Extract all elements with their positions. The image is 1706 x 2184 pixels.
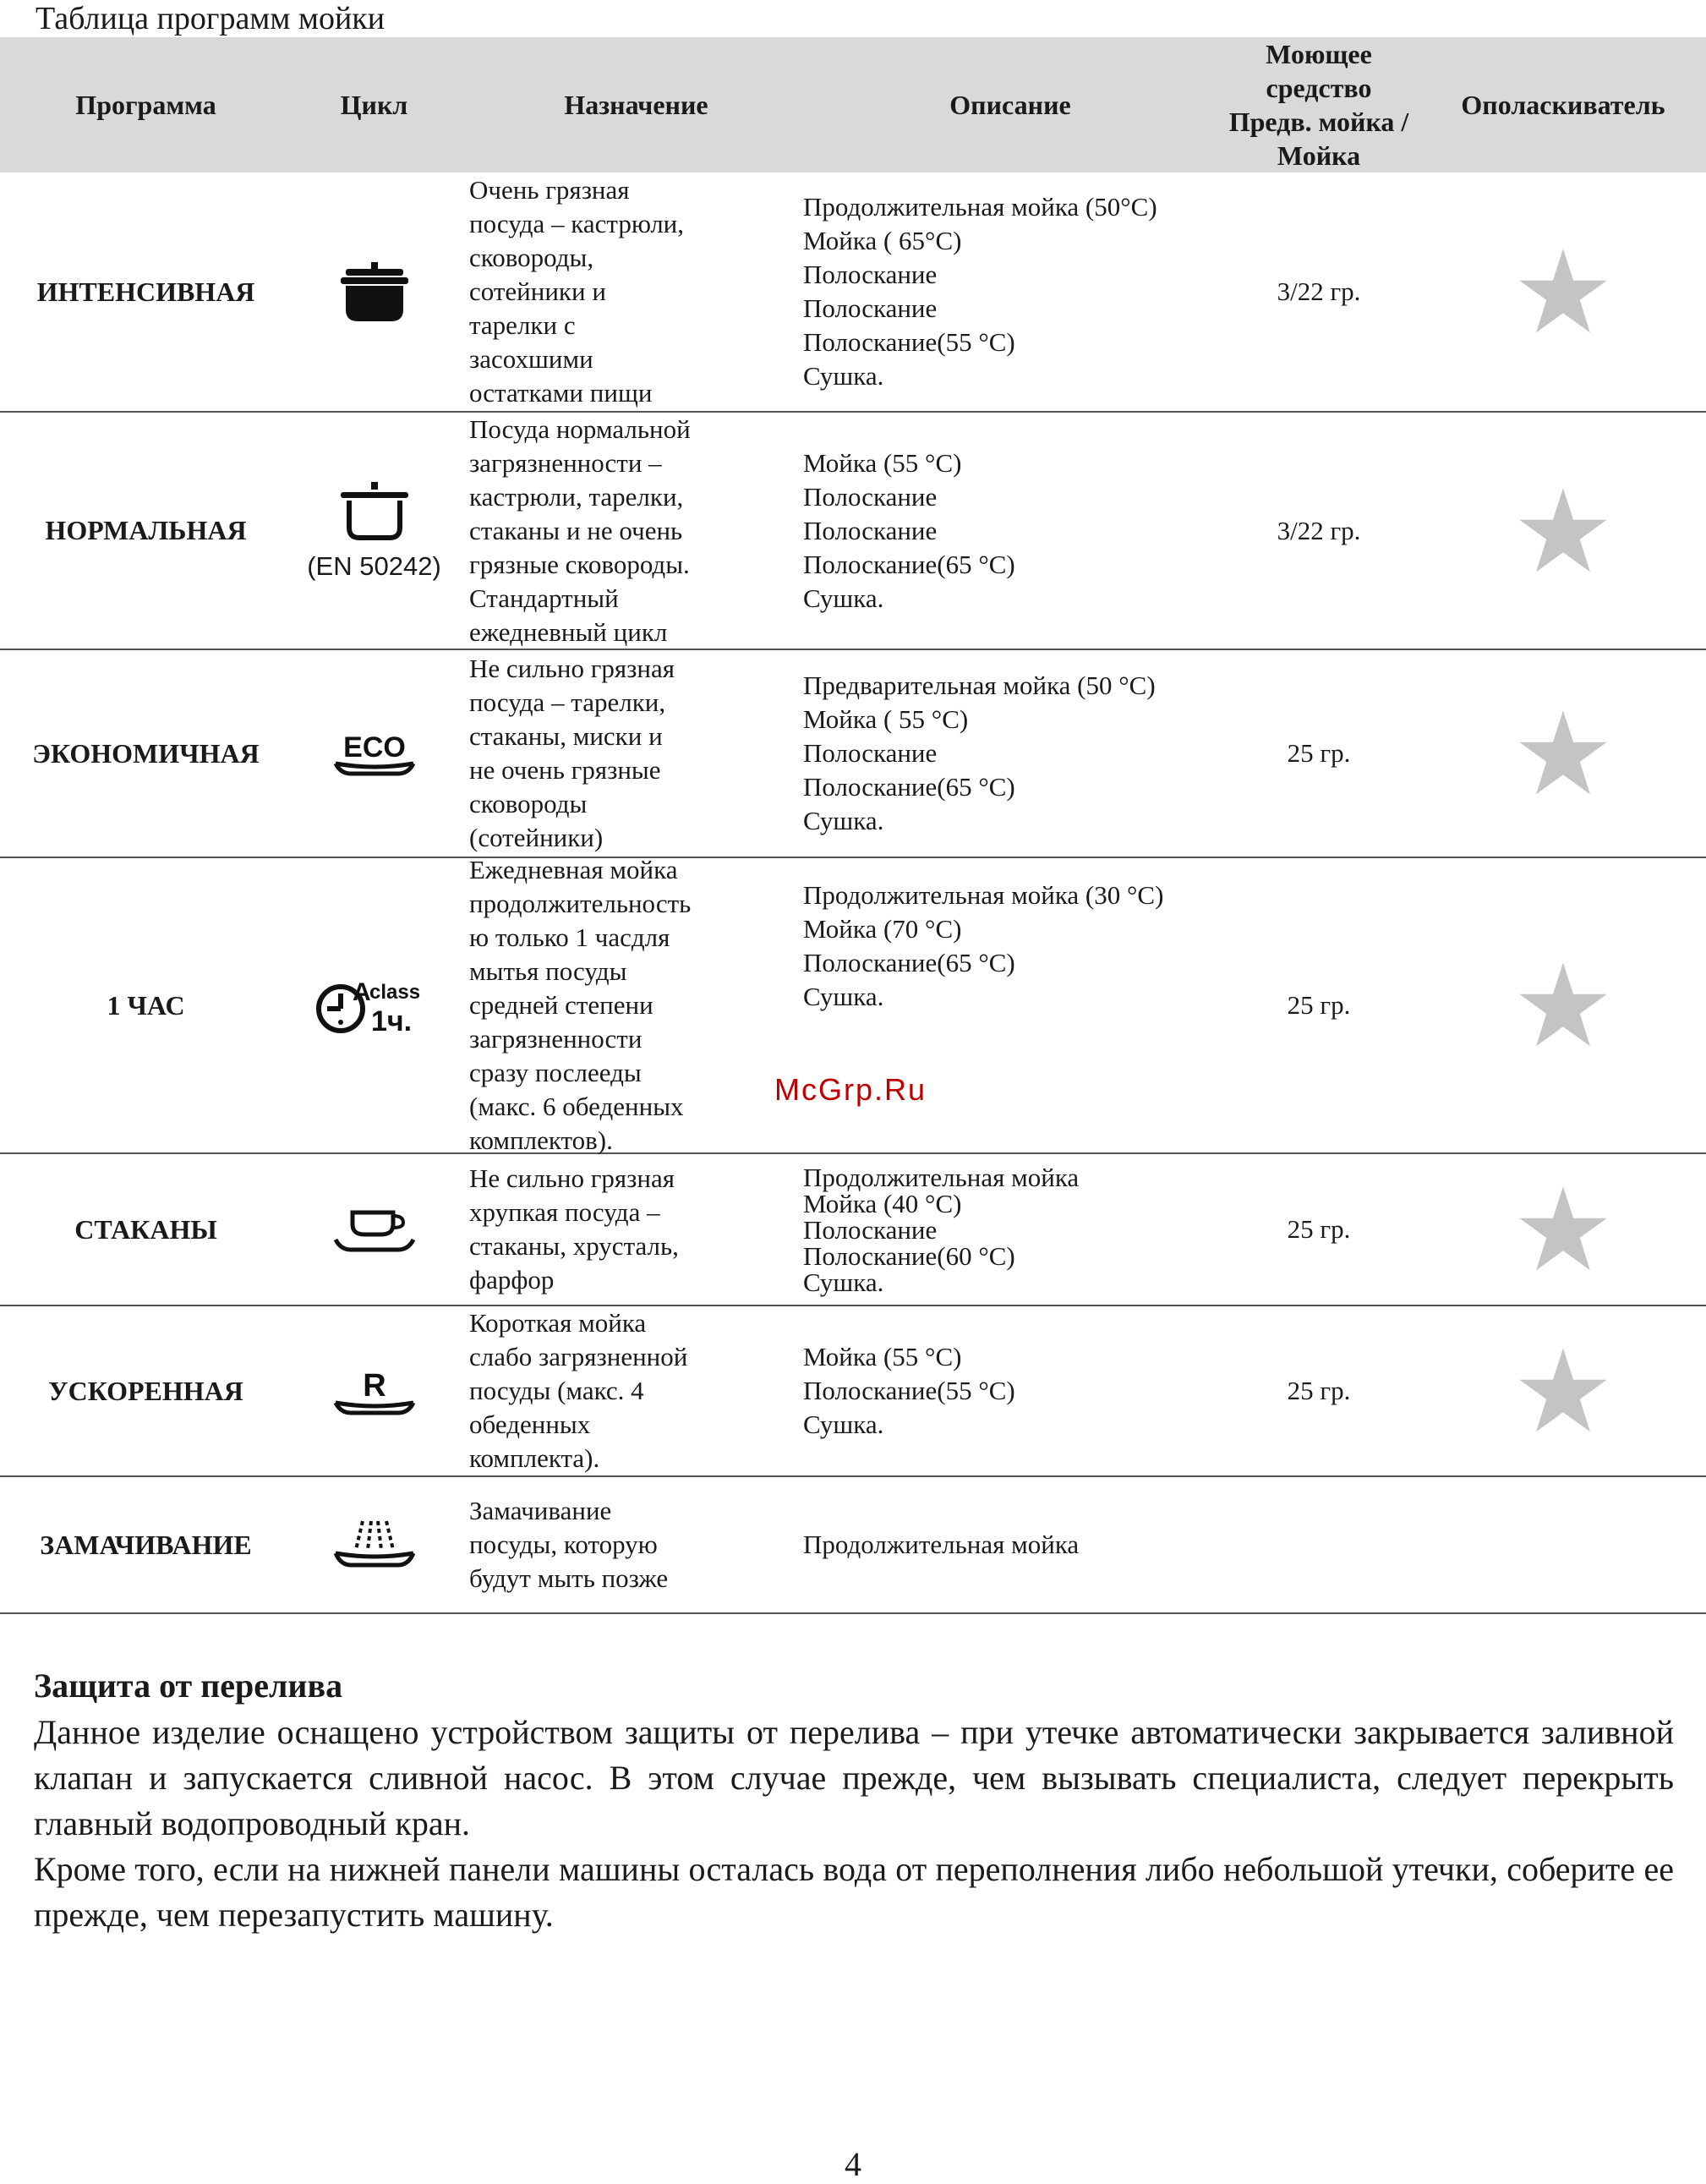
header-description: Описание [949, 90, 1071, 120]
cycle-cell [292, 1477, 457, 1612]
header-program: Программа [75, 90, 216, 120]
description-text: Продолжительная мойка Мойка (40 °С) Полоскание Полоскание(60 °С) Сушка. [803, 1162, 1080, 1297]
purpose-text: Очень грязная посуда – кастрюли, сковороды, сотейники и тарелки с засохшими остатками пищи [469, 175, 685, 408]
overflow-protection-section [34, 1662, 1674, 1938]
description-text: Мойка (55 °С) Полоскание(55 °С) Сушка. [803, 1342, 1015, 1439]
svg-text:R: R [362, 1368, 386, 1404]
cycle-cell [292, 413, 457, 649]
star-icon [1517, 247, 1610, 337]
section-title: Защита от перелива [34, 1667, 343, 1705]
aclass-1h-icon [315, 972, 434, 1039]
table-row [0, 1306, 1706, 1477]
star-icon [1517, 486, 1610, 576]
detergent-amount: 25 гр. [1287, 990, 1351, 1020]
description-text: Мойка (55 °С) Полоскание Полоскание Полоскание(65 °С) Сушка. [803, 447, 1015, 613]
detergent-amount: 3/22 гр. [1277, 276, 1361, 306]
program-name: ИНТЕНСИВНАЯ [36, 276, 255, 307]
cup-icon [332, 1206, 417, 1253]
program-name: ЗАМАЧИВАНИЕ [40, 1529, 252, 1560]
rinse-cell [1420, 413, 1706, 649]
purpose-text: Не сильно грязная посуда – тарелки, стаканы, миски и не очень грязные сковороды (сотейники) [469, 654, 675, 852]
purpose-text: Короткая мойка слабо загрязненной посуды (макс. 4 обеденных комплекта). [469, 1308, 688, 1473]
description-text: Продолжительная мойка [803, 1530, 1080, 1559]
table-row [0, 1154, 1706, 1306]
svg-text:class: class [369, 981, 420, 1004]
detergent-amount: 3/22 гр. [1277, 515, 1361, 545]
program-name: НОРМАЛЬНАЯ [45, 515, 247, 545]
soak-icon [332, 1519, 417, 1570]
rinse-cell [1420, 1306, 1706, 1475]
header-detergent: Моющее средство Предв. мойка / Мойка [1228, 39, 1409, 171]
cycle-cell [292, 172, 457, 411]
header-rinse: Ополаскиватель [1461, 90, 1665, 120]
cycle-cell [292, 1306, 457, 1475]
star-icon [1517, 961, 1610, 1050]
page-title: Таблица программ мойки [36, 1, 385, 36]
program-name: СТАКАНЫ [74, 1213, 217, 1245]
watermark: McGrp.Ru [774, 1072, 927, 1107]
rinse-cell [1420, 172, 1706, 411]
svg-text:1ч.: 1ч. [370, 1005, 412, 1037]
rinse-cell [1420, 1154, 1706, 1305]
table-row [0, 855, 1706, 1155]
purpose-text: Замачивание посуды, которую будут мыть позже [469, 1496, 669, 1593]
star-icon [1517, 709, 1610, 798]
table-header [0, 37, 1706, 172]
rapid-r-icon [332, 1366, 417, 1416]
detergent-amount: 25 гр. [1287, 1214, 1351, 1244]
cycle-cell [292, 858, 457, 1152]
purpose-text: Не сильно грязная хрупкая посуда – стаканы, хрусталь, фарфор [469, 1163, 679, 1295]
pot-filled-icon [341, 260, 408, 323]
program-name: УСКОРЕННАЯ [48, 1375, 243, 1406]
description-text: Предварительная мойка (50 °С) Мойка ( 55 °С) Полоскание Полоскание(65 °С) Сушка. [803, 671, 1156, 835]
section-paragraph: Данное изделие оснащено устройством защиты от перелива – при утечке автоматически закрывается заливной клапан и запускается сливной насос. В этом случае прежде, чем вызывать специалиста, следует перекрыть главный водопроводный кран. [34, 1713, 1674, 1842]
star-icon [1517, 1185, 1610, 1274]
cycle-standard-note: (EN 50242) [307, 550, 441, 581]
rinse-cell [1420, 1477, 1706, 1612]
cycle-cell [292, 1154, 457, 1305]
section-paragraph: Кроме того, если на нижней панели машины осталась вода от переполнения либо небольшой утечки, соберите ее прежде, чем перезапустить машину. [34, 1850, 1674, 1934]
program-name: 1 ЧАС [107, 989, 185, 1021]
header-cycle: Цикл [340, 90, 408, 120]
rinse-cell [1420, 650, 1706, 857]
detergent-amount [1217, 1477, 1420, 1612]
table-row [0, 172, 1706, 413]
rinse-cell [1420, 858, 1706, 1152]
purpose-text: Ежедневная мойка продолжительность ю только 1 часдля мытья посуды средней степени загрязненности сразу послееды (макс. 6 обеденных комплектов). [469, 855, 692, 1155]
pot-outline-icon [341, 480, 408, 543]
detergent-amount: 25 гр. [1287, 738, 1351, 768]
description-text: Продолжительная мойка (30 °С) Мойка (70 °С) Полоскание(65 °С) Сушка. [803, 880, 1164, 1011]
header-purpose: Назначение [564, 90, 708, 120]
table-row [0, 650, 1706, 858]
detergent-amount: 25 гр. [1287, 1376, 1351, 1405]
svg-text:ECO: ECO [342, 731, 406, 764]
program-name: ЭКОНОМИЧНАЯ [32, 737, 260, 769]
cycle-cell [292, 650, 457, 857]
table-row [0, 413, 1706, 650]
purpose-text: Посуда нормальной загрязненности – кастрюли, тарелки, стаканы и не очень грязные сковороды. Стандартный ежедневный цикл [469, 413, 691, 647]
page-number: 4 [845, 2145, 861, 2183]
eco-icon [332, 730, 417, 777]
description-text: Продолжительная мойка (50°С) Мойка ( 65°С) Полоскание Полоскание Полоскание(55 °С) Сушка. [803, 192, 1157, 391]
star-icon [1517, 1346, 1610, 1436]
svg-text:A: A [352, 978, 371, 1006]
table-row [0, 1477, 1706, 1614]
